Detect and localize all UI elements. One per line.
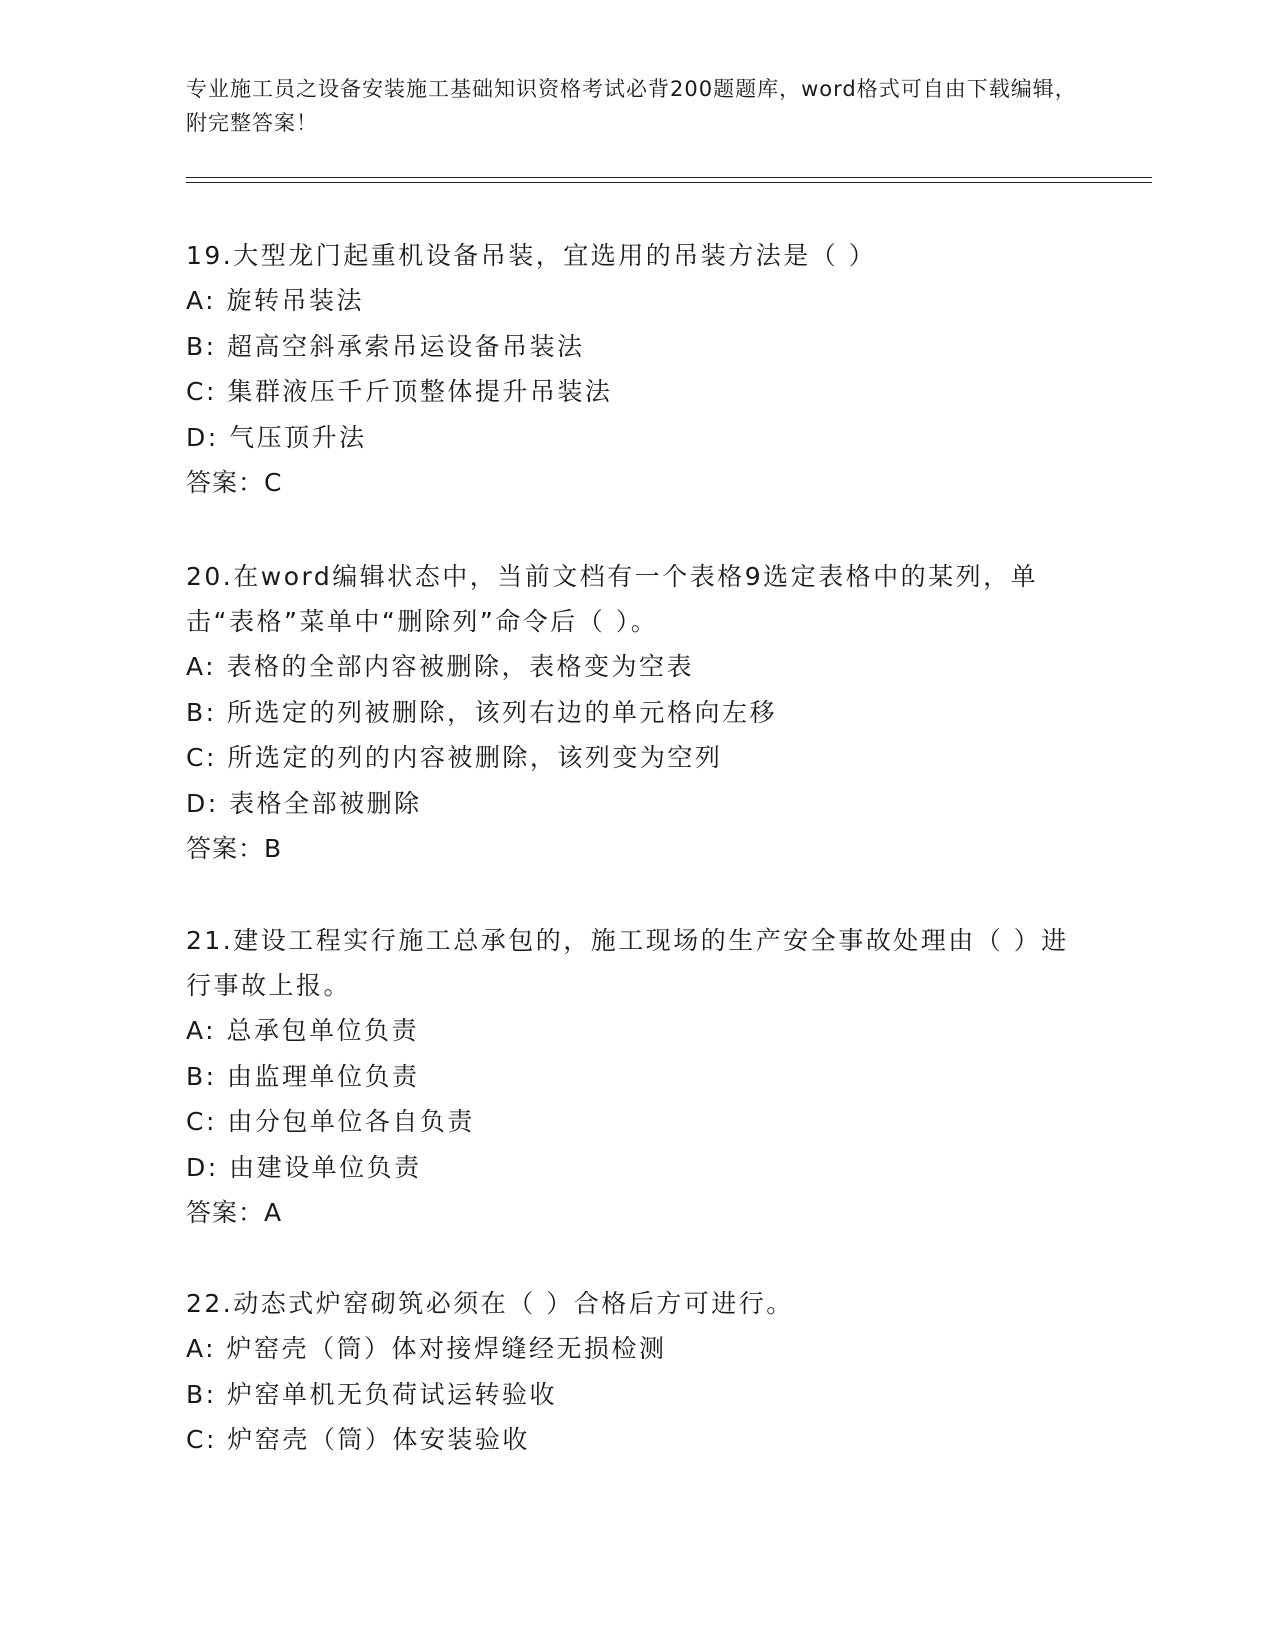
option-d: D: 由建设单位负责 <box>186 1152 422 1182</box>
option-b: B: 所选定的列被删除，该列右边的单元格向左移 <box>186 697 778 727</box>
option-c: C: 由分包单位各自负责 <box>186 1107 475 1136</box>
question-20 <box>186 554 1086 872</box>
header-divider-top <box>186 177 1152 178</box>
question-19 <box>186 233 1086 506</box>
option-b: B: 由监理单位负责 <box>186 1061 420 1091</box>
option-a: A: 表格的全部内容被删除，表格变为空表 <box>186 652 695 681</box>
question-stem: 20.在word编辑状态中，当前文档有一个表格9选定表格中的某列，单击“表格”菜单中“删除列”命令后（ ）。 <box>186 562 1039 636</box>
option-d: D: 气压顶升法 <box>186 422 367 452</box>
header-divider-bottom <box>186 182 1152 183</box>
option-c: C: 集群液压千斤顶整体提升吊装法 <box>186 377 613 406</box>
answer: 答案：C <box>186 468 283 497</box>
question-stem: 19.大型龙门起重机设备吊装，宜选用的吊装方法是（ ） <box>186 241 877 270</box>
option-a: A: 炉窑壳（筒）体对接焊缝经无损检测 <box>186 1334 667 1363</box>
answer: 答案：A <box>186 1198 283 1227</box>
answer: 答案：B <box>186 834 283 863</box>
document-header: 专业施工员之设备安装施工基础知识资格考试必背200题题库，word格式可自由下载编辑，附完整答案！ <box>186 77 1077 135</box>
option-c: C: 所选定的列的内容被删除，该列变为空列 <box>186 743 723 772</box>
option-b: B: 超高空斜承索吊运设备吊装法 <box>186 331 585 361</box>
question-21 <box>186 918 1086 1236</box>
question-22 <box>186 1281 1086 1463</box>
option-b: B: 炉窑单机无负荷试运转验收 <box>186 1379 558 1409</box>
question-stem: 21.建设工程实行施工总承包的，施工现场的生产安全事故处理由（ ）进行事故上报。 <box>186 926 1069 1000</box>
option-d: D: 表格全部被删除 <box>186 788 422 818</box>
question-stem: 22.动态式炉窑砌筑必须在（ ）合格后方可进行。 <box>186 1289 794 1318</box>
option-a: A: 旋转吊装法 <box>186 286 365 315</box>
option-c: C: 炉窑壳（筒）体安装验收 <box>186 1425 530 1454</box>
option-a: A: 总承包单位负责 <box>186 1016 420 1045</box>
